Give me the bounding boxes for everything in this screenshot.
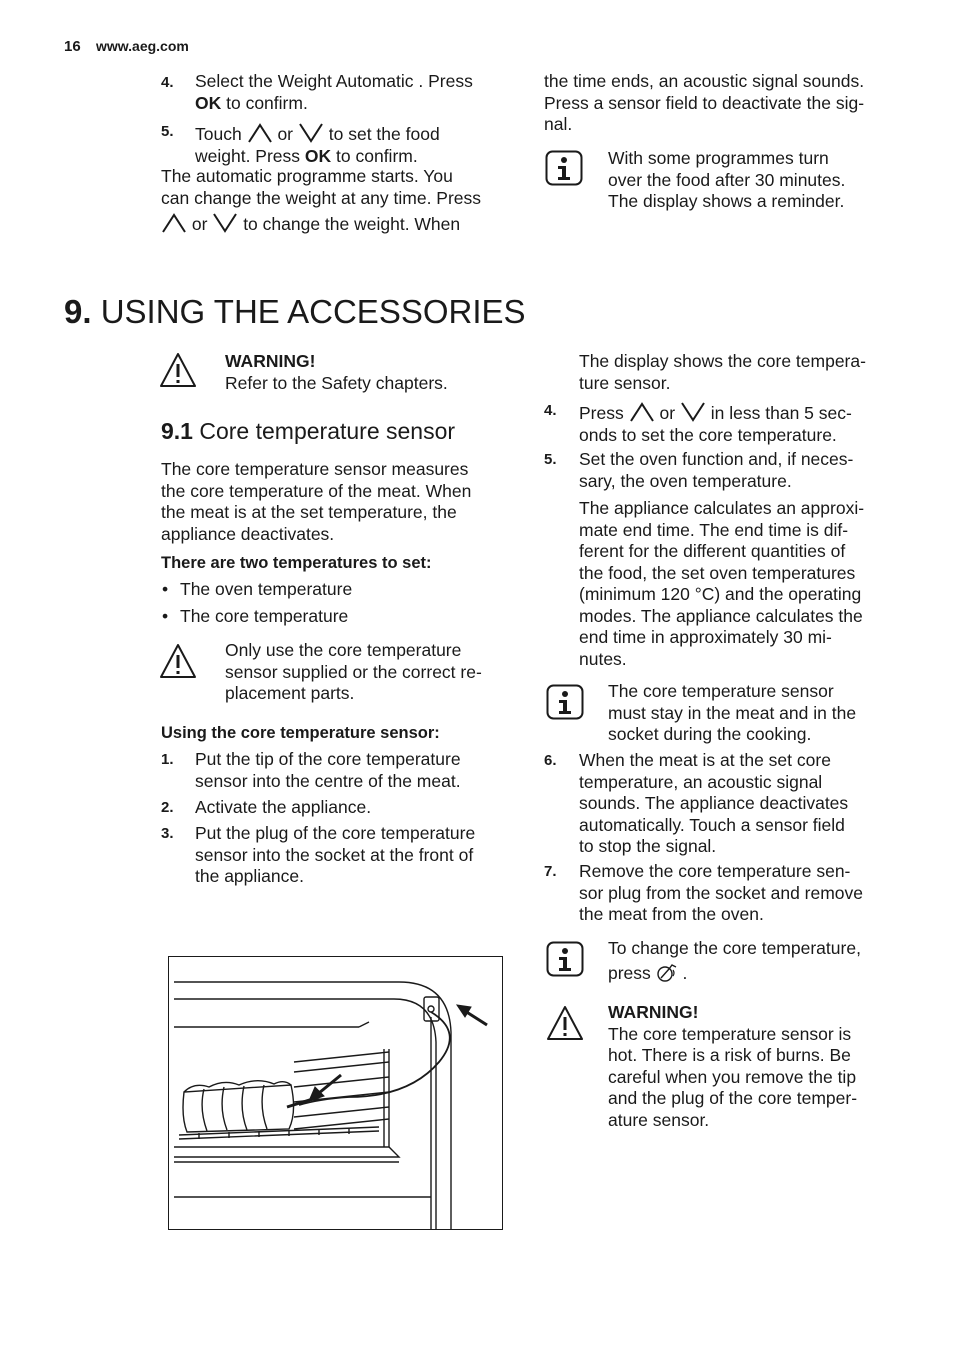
warning-safety	[225, 351, 448, 394]
text-line	[161, 212, 481, 236]
subsection-title: Core temperature sensor	[192, 418, 456, 444]
text: Touch	[195, 124, 242, 144]
text-line: sensor into the socket at the front of	[195, 844, 474, 865]
text-line: With some programmes turn	[608, 148, 829, 168]
step-4-line: Select the Weight Automatic . Press	[195, 71, 473, 91]
info-note-stay-in-meat	[608, 681, 856, 746]
text-line: the food, the set oven temperatures	[579, 562, 856, 583]
text-line: Only use the core temperature	[225, 640, 462, 660]
step-3-text	[195, 823, 475, 888]
text-line: onds to set the core temperature.	[579, 424, 837, 445]
time-ends-paragraph	[544, 71, 864, 136]
using-sensor-heading: Using the core temperature sensor:	[161, 724, 440, 742]
warning-text: Refer to the Safety chapters.	[225, 372, 448, 393]
text-line: Put the plug of the core temperature	[195, 823, 476, 843]
core-temp-sensor-icon	[656, 963, 678, 983]
chevron-up-icon	[247, 122, 273, 144]
info-note-change-temp	[608, 938, 861, 984]
step-number: 5.	[544, 451, 557, 468]
chevron-up-icon	[161, 212, 187, 234]
oven-core-sensor-illustration	[168, 956, 503, 1230]
two-temps-heading: There are two temperatures to set:	[161, 554, 432, 572]
text-line: The core temperature sensor	[608, 681, 834, 701]
text: in less than 5 sec-	[710, 403, 852, 423]
warning-icon	[546, 1005, 584, 1041]
step-7-text	[579, 861, 863, 926]
text-line: must stay in the meat and in the	[608, 702, 857, 723]
step-4-text	[195, 71, 473, 114]
step-4-line	[195, 93, 473, 115]
text-line: sary, the oven temperature.	[579, 470, 792, 491]
text-line: ture sensor.	[579, 372, 671, 393]
text-line: nal.	[544, 114, 573, 134]
text-line: hot. There is a risk of burns. Be	[608, 1045, 851, 1065]
oven-drawing	[169, 957, 502, 1229]
text-line: end time in approximately 30 mi-	[579, 627, 832, 647]
text: to confirm.	[331, 145, 418, 166]
text-line: mate end time. The end time is dif-	[579, 519, 849, 540]
text: press	[608, 962, 651, 983]
text-line: Put the tip of the core temperature	[195, 749, 461, 769]
text-line: can change the weight at any time. Press	[161, 187, 482, 208]
text-line: the meat from the oven.	[579, 904, 764, 924]
info-note-turn-food	[608, 148, 845, 213]
text-line: Remove the core temperature sen-	[579, 861, 851, 881]
end-time-paragraph	[579, 498, 864, 670]
step-number: 6.	[544, 752, 557, 769]
text-line: the meat is at the set temperature, the	[161, 502, 457, 522]
text-line: the time ends, an acoustic signal sounds.	[544, 71, 865, 91]
text-line: temperature, an acoustic signal	[579, 771, 823, 792]
step-number: 5.	[161, 123, 174, 140]
step-number: 2.	[161, 799, 174, 816]
text-line: the core temperature of the meat. When	[161, 480, 472, 501]
text-line: ferent for the different quantities of	[579, 541, 846, 561]
text-line: modes. The appliance calculates the	[579, 605, 863, 626]
text: Press	[579, 403, 624, 423]
text-line: careful when you remove the tip	[608, 1066, 857, 1087]
text-line: nutes.	[579, 648, 627, 669]
step-5-line	[195, 146, 440, 168]
text-line: The display shows the core tempera-	[579, 351, 866, 371]
section-number: 9.	[64, 293, 92, 330]
text-line: appliance deactivates.	[161, 523, 335, 544]
text-line: and the plug of the core temper-	[608, 1088, 858, 1108]
caution-icon	[159, 643, 197, 679]
subsection-heading	[161, 418, 455, 445]
text-line: automatically. Touch a sensor field	[579, 814, 845, 835]
text-line: The appliance calculates an approxi-	[579, 498, 865, 518]
text: to set the food	[328, 124, 440, 144]
ok-key: OK	[195, 92, 222, 113]
display-shows-paragraph	[579, 351, 866, 394]
page-number: 16	[64, 38, 81, 55]
text-line: ature sensor.	[608, 1109, 710, 1130]
step-5-text	[195, 122, 440, 167]
chevron-down-icon	[212, 212, 238, 234]
text-line: to stop the signal.	[579, 836, 717, 856]
bullet-dot: •	[162, 606, 169, 626]
text-line: To change the core temperature,	[608, 938, 861, 958]
step-4-sensor-text	[579, 401, 852, 446]
subsection-number: 9.1	[161, 418, 193, 444]
step-6-text	[579, 750, 848, 858]
step-number: 3.	[161, 825, 174, 842]
caution-note	[225, 640, 482, 705]
warning-icon	[159, 352, 197, 388]
text-line: When the meat is at the set core	[579, 750, 831, 770]
warning-title: WARNING!	[608, 1002, 699, 1022]
section-heading	[64, 293, 526, 331]
step-4-rest: to confirm.	[221, 92, 308, 113]
chevron-up-icon	[629, 401, 655, 423]
text-line: The automatic programme starts. You	[161, 166, 453, 186]
text: or	[659, 403, 676, 423]
auto-programme-paragraph	[161, 166, 481, 236]
text-line	[579, 401, 852, 425]
text-line: sor plug from the socket and remove	[579, 882, 864, 903]
step-number: 4.	[544, 402, 557, 419]
bullet-item: The oven temperature	[180, 579, 353, 599]
chevron-down-icon	[298, 122, 324, 144]
step-5-sensor-text	[579, 449, 853, 492]
bullet-dot: •	[162, 579, 169, 599]
step-1-text	[195, 749, 461, 792]
text-line: The display shows a reminder.	[608, 191, 845, 211]
step-number: 1.	[161, 751, 174, 768]
step-number: 4.	[161, 74, 174, 91]
intro-paragraph	[161, 459, 471, 545]
section-title: USING THE ACCESSORIES	[100, 293, 526, 330]
chevron-down-icon	[680, 401, 706, 423]
text-line: Press a sensor field to deactivate the sig-	[544, 92, 865, 113]
text-line: (minimum 120 °C) and the operating	[579, 584, 862, 604]
text-line: sensor supplied or the correct re-	[225, 661, 482, 682]
info-icon	[546, 941, 584, 977]
bullet-item: The core temperature	[180, 606, 349, 626]
step-number: 7.	[544, 863, 557, 880]
text-line: over the food after 30 minutes.	[608, 169, 846, 190]
text: or	[277, 124, 294, 144]
info-icon	[546, 684, 584, 720]
text-line: Set the oven function and, if neces-	[579, 449, 854, 469]
step-2-text: Activate the appliance.	[195, 797, 372, 817]
text: or	[191, 214, 208, 234]
warning-title: WARNING!	[225, 351, 316, 371]
warning-hot-sensor	[608, 1002, 857, 1131]
text-line	[608, 963, 861, 985]
text: weight. Press	[195, 145, 305, 166]
text-line: placement parts.	[225, 683, 355, 703]
info-icon	[545, 150, 583, 186]
ok-key: OK	[304, 145, 332, 166]
step-5-line	[195, 122, 440, 146]
text: .	[677, 962, 688, 983]
text: to change the weight. When	[243, 214, 461, 234]
text-line: the appliance.	[195, 866, 304, 886]
text-line: sensor into the centre of the meat.	[195, 770, 461, 791]
text-line: socket during the cooking.	[608, 724, 812, 744]
site-url: www.aeg.com	[96, 38, 189, 54]
text-line: sounds. The appliance deactivates	[579, 793, 849, 813]
text-line: The core temperature sensor is	[608, 1023, 852, 1044]
text-line: The core temperature sensor measures	[161, 459, 469, 479]
